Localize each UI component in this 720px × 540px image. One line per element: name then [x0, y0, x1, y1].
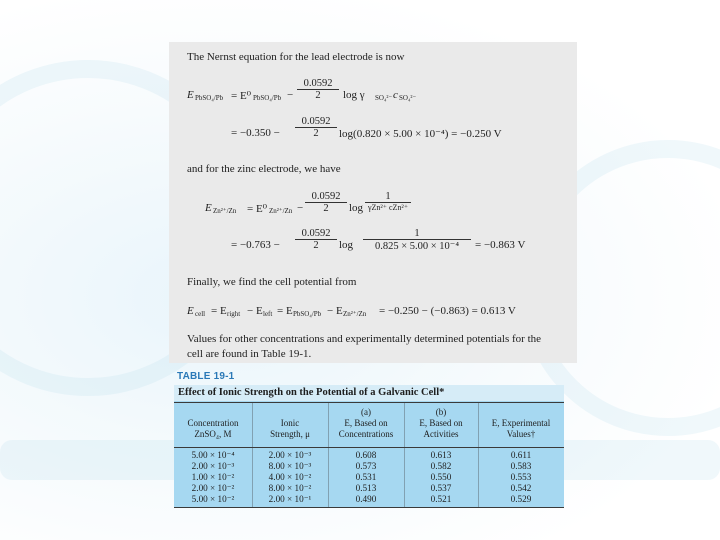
table-rule — [174, 402, 564, 403]
header-line: Values† — [506, 429, 536, 439]
cell-concentration: 2.00 × 10⁻³ — [191, 461, 235, 471]
cell-e-activities: 0.537 — [430, 483, 452, 493]
header-line: ZnSO₄, M — [194, 429, 232, 439]
fraction — [297, 78, 339, 101]
eq-subscript: SO₄²⁻ — [375, 94, 393, 102]
cell-e-activities: 0.550 — [430, 472, 452, 482]
fraction-denominator: 2 — [295, 239, 337, 251]
eq-subscript: right — [227, 310, 241, 318]
eq-text: log(0.820 × 5.00 × 10⁻⁴) = −0.250 V — [339, 128, 502, 140]
eq-text: = −0.763 − — [231, 239, 280, 251]
cell-e-activities: 0.582 — [430, 461, 452, 471]
eq-subscript: cell — [195, 310, 206, 318]
table-label: TABLE 19-1 — [177, 371, 235, 382]
eq-text: = E — [211, 305, 227, 317]
fraction-numerator: 1 — [385, 191, 391, 202]
cell-e-concentrations: 0.608 — [355, 450, 377, 460]
fraction-numerator: 0.0592 — [303, 78, 333, 89]
eq-subscript: Zn²⁺/Zn — [343, 310, 367, 318]
header-line: Strength, μ — [270, 429, 310, 439]
fraction-numerator: 1 — [414, 228, 420, 239]
cell-concentration: 5.00 × 10⁻² — [191, 494, 235, 504]
cell-ionic-strength: 8.00 × 10⁻² — [268, 483, 312, 493]
fraction-denominator: γZn²⁺ cZn²⁺ — [365, 202, 411, 212]
eq-text: − E — [247, 305, 263, 317]
header-line: (a) — [361, 407, 371, 417]
fraction — [295, 228, 337, 251]
fraction — [365, 191, 411, 212]
fraction-denominator: 2 — [297, 89, 339, 101]
cell-ionic-strength: 2.00 × 10⁻³ — [268, 450, 312, 460]
cell-e-experimental: 0.611 — [510, 450, 532, 460]
cell-e-concentrations: 0.490 — [355, 494, 377, 504]
table-19-1 — [174, 370, 564, 509]
cell-e-experimental: 0.529 — [510, 494, 532, 504]
header-e-experimental — [478, 418, 564, 440]
eq-symbol: = E⁰ — [231, 90, 252, 102]
fraction-numerator: 0.0592 — [301, 228, 331, 239]
zinc-intro-text: and for the zinc electrode, we have — [187, 163, 341, 175]
cell-e-concentrations: 0.531 — [355, 472, 377, 482]
eq-subscript: PbSO₄/Pb — [195, 94, 224, 102]
cell-concentration: 1.00 × 10⁻² — [191, 472, 235, 482]
eq-symbol: E — [205, 202, 212, 214]
fraction — [363, 228, 471, 252]
cell-concentration: 2.00 × 10⁻² — [191, 483, 235, 493]
eq-log: log γ — [343, 89, 365, 101]
cell-e-concentrations: 0.513 — [355, 483, 377, 493]
fraction-denominator: 0.825 × 5.00 × 10⁻⁴ — [363, 239, 471, 252]
eq-subscript: SO₄²⁻ — [399, 94, 417, 102]
finally-text: Finally, we find the cell potential from — [187, 276, 357, 288]
header-line: (b) — [435, 407, 447, 417]
cell-ionic-strength: 8.00 × 10⁻³ — [268, 461, 312, 471]
minus-sign: − — [287, 89, 294, 101]
header-e-concentrations — [328, 407, 404, 440]
header-line: E, Based on — [419, 418, 463, 428]
header-ionic-strength — [252, 418, 328, 440]
fraction — [295, 116, 337, 139]
eq-subscript: PbSO₄/Pb — [293, 310, 322, 318]
minus-sign: − — [297, 202, 304, 214]
eq-text: − E — [327, 305, 343, 317]
header-line: E, Experimental — [491, 418, 551, 428]
header-e-activities — [404, 407, 478, 440]
cell-e-experimental: 0.542 — [510, 483, 532, 493]
header-line: Activities — [423, 429, 459, 439]
eq-text: = −0.863 V — [475, 239, 526, 251]
fraction-numerator: 0.0592 — [301, 116, 331, 127]
eq-symbol: = E⁰ — [247, 203, 268, 215]
fraction — [305, 191, 347, 214]
cell-ionic-strength: 2.00 × 10⁻¹ — [268, 494, 312, 504]
values-text-line1: Values for other concentrations and experimentally determined potentials for the — [187, 333, 542, 345]
cell-e-concentrations: 0.573 — [355, 461, 377, 471]
eq-symbol: E — [187, 305, 194, 317]
table-body — [174, 401, 564, 508]
eq-subscript: left — [263, 310, 273, 318]
eq-subscript: Zn²⁺/Zn — [269, 207, 293, 215]
eq-symbol: c — [393, 89, 398, 101]
table-rule — [174, 447, 564, 448]
eq-subscript: Zn²⁺/Zn — [213, 207, 237, 215]
eq-text: = −0.350 − — [231, 127, 280, 139]
eq-symbol: E — [187, 89, 194, 101]
eq-log: log — [339, 239, 354, 251]
table-rule — [174, 507, 564, 508]
header-concentration — [174, 418, 252, 440]
cell-e-activities: 0.521 — [430, 494, 452, 504]
fraction-denominator: 2 — [295, 127, 337, 139]
eq-log: log — [349, 202, 364, 214]
cell-concentration: 5.00 × 10⁻⁴ — [191, 450, 235, 460]
cell-equation — [187, 305, 577, 321]
fraction-numerator: 0.0592 — [311, 191, 341, 202]
table-caption: Effect of Ionic Strength on the Potential of a Galvanic Cell* — [174, 385, 564, 401]
eq-subscript: PbSO₄/Pb — [253, 94, 282, 102]
eq-text: = E — [277, 305, 293, 317]
header-line: Concentrations — [338, 429, 394, 439]
cell-e-experimental: 0.583 — [510, 461, 532, 471]
eq-text: = −0.250 − (−0.863) = 0.613 V — [379, 305, 516, 317]
header-line: E, Based on — [344, 418, 388, 428]
header-line: Ionic — [280, 418, 300, 428]
scanned-textbook-page — [169, 42, 577, 363]
values-text-line2: cell are found in Table 19-1. — [187, 348, 312, 360]
cell-ionic-strength: 4.00 × 10⁻² — [268, 472, 312, 482]
header-line: Concentration — [187, 418, 239, 428]
intro-text: The Nernst equation for the lead electrode is now — [187, 51, 405, 63]
fraction-denominator: 2 — [305, 202, 347, 214]
cell-e-activities: 0.613 — [430, 450, 452, 460]
cell-e-experimental: 0.553 — [510, 472, 532, 482]
